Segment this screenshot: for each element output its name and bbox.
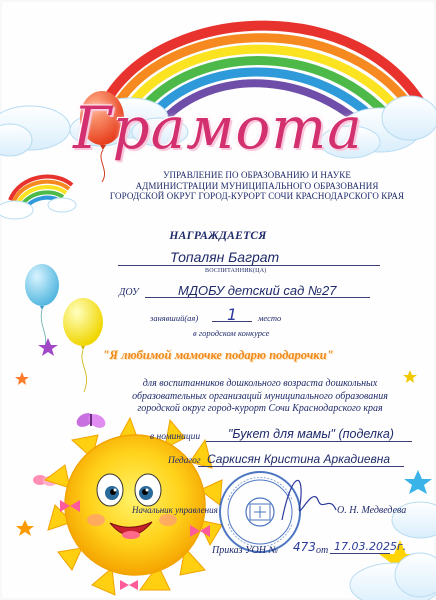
description-line: для воспитанников дошкольного возраста дошкольных [142,378,378,389]
place-underline [212,321,252,322]
order-label: Приказ УОН № [212,545,278,556]
description-line: городской округ город-курорт Сочи Краснодарского края [137,403,383,414]
small-rainbow-icon [0,177,76,219]
balloon-icon [25,264,103,392]
recipient-name: Топалян Баграт [170,249,280,265]
order-from: от [316,545,329,556]
contest-description [100,378,420,416]
teacher-value: Саркисян Кристина Аркадиевна [207,452,391,466]
order-date-underline [330,553,390,554]
issuer-line: ГОРОДСКОЙ ОКРУГ ГОРОД-КУРОРТ СОЧИ КРАСНОДАРСКОГО КРАЯ [109,191,405,201]
place-prefix: занявший(ая) [150,313,199,323]
dou-label: ДОУ [119,287,139,298]
teacher-underline [198,466,404,467]
awarded-heading: НАГРАЖДАЕТСЯ [169,230,267,242]
certificate-title: Грамота [73,94,363,162]
issuer-line: УПРАВЛЕНИЕ ПО ОБРАЗОВАНИЮ И НАУКЕ [163,170,351,180]
teacher-label: Педагог [168,456,201,466]
issuer-line: АДМИНИСТРАЦИИ МУНИЦИПАЛЬНОГО ОБРАЗОВАНИЯ [135,180,379,191]
dou-underline [145,297,370,298]
head-name: О. Н. Медведева [337,505,407,516]
contest-intro: в городском конкурсе [193,328,270,338]
nomination-underline [206,441,412,442]
nomination-label: в номинации [150,432,201,442]
contest-name: "Я любимой мамочке подарю подарочки" [102,348,334,362]
order-number: 473 [293,540,316,554]
dou-value: МДОБУ детский сад №27 [178,283,337,298]
head-label: Начальник управления [132,505,218,515]
place-value: 1 [227,305,238,324]
place-suffix: место [258,313,282,323]
order-date: 17.03.2025г. [334,540,407,553]
description-line: образовательных организаций муниципального образования [132,390,388,402]
issuer-block [92,170,422,202]
stamp-seal-icon [220,472,300,552]
recipient-caption: ВОСПИТАННИК(ЦА) [205,268,267,274]
recipient-underline [118,265,380,266]
nomination-value: "Букет для мамы" (поделка) [228,427,394,441]
